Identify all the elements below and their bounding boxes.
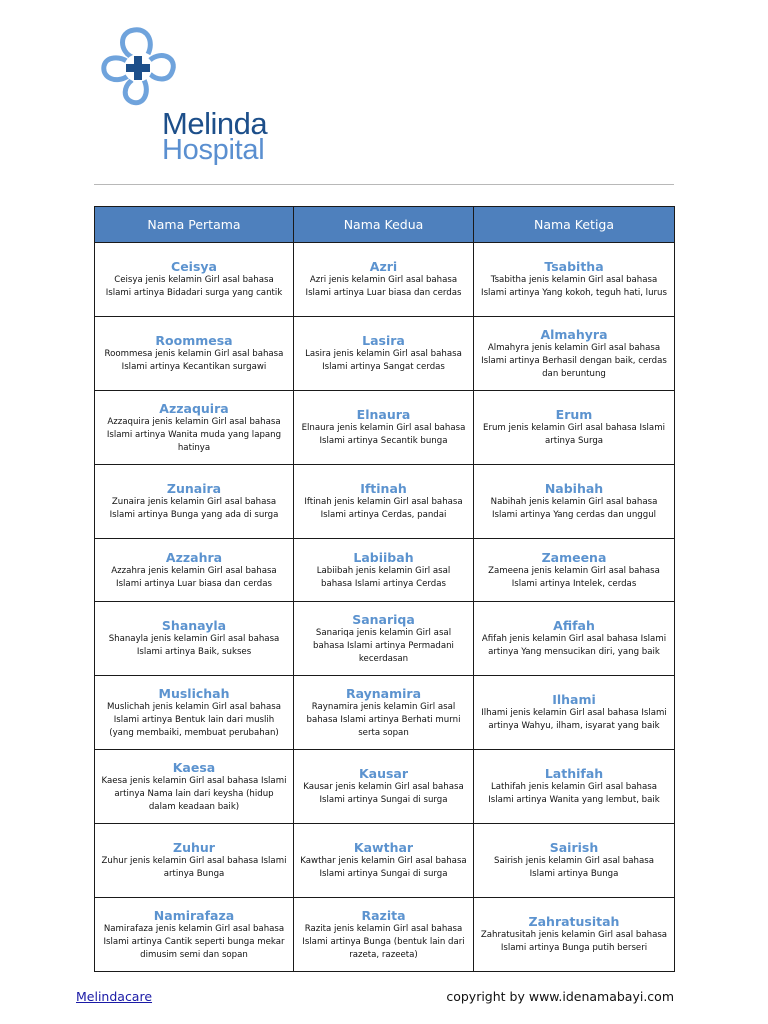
name-cell <box>474 317 675 391</box>
name-title: Sairish <box>549 840 599 855</box>
name-title: Erum <box>555 407 593 422</box>
name-description: Zuhur jenis kelamin Girl asal bahasa Islami artinya Bunga <box>101 856 287 879</box>
table-row <box>95 243 675 317</box>
name-cell <box>95 898 294 972</box>
name-title: Lathifah <box>544 766 604 781</box>
logo-text-hospital: Hospital <box>162 134 265 166</box>
name-title: Namirafaza <box>153 907 235 923</box>
name-cell <box>95 824 294 898</box>
name-description: Azri jenis kelamin Girl asal bahasa Islami artinya Luar biasa dan cerdas <box>305 275 462 298</box>
name-cell <box>95 465 294 539</box>
name-description: Azzaquira jenis kelamin Girl asal bahasa Islami artinya Wanita muda yang lapang hatinya <box>106 416 282 453</box>
name-description: Elnaura jenis kelamin Girl asal bahasa Islami artinya Secantik bunga <box>301 423 466 446</box>
name-title: Tsabitha <box>544 259 604 274</box>
name-description: Lathifah jenis kelamin Girl asal bahasa Islami artinya Wanita yang lembut, baik <box>488 782 660 805</box>
name-title: Nabihah <box>544 481 604 496</box>
name-title: Shanayla <box>161 618 227 633</box>
name-title: Sanariqa <box>352 611 415 627</box>
name-title: Ilhami <box>552 692 596 707</box>
table-row <box>95 391 675 465</box>
name-title: Azzahra <box>165 549 223 565</box>
name-description: Lasira jenis kelamin Girl asal bahasa Islami artinya Sangat cerdas <box>305 349 462 372</box>
table-header-row <box>95 207 675 243</box>
column-header-third: Nama Ketiga <box>474 207 675 243</box>
name-title: Zameena <box>541 549 607 565</box>
table-row <box>95 602 675 676</box>
baby-names-table <box>94 206 675 972</box>
name-description: Shanayla jenis kelamin Girl asal bahasa Islami artinya Baik, sukses <box>108 634 280 657</box>
name-cell <box>95 539 294 602</box>
name-description: Muslichah jenis kelamin Girl asal bahasa Islami artinya Bentuk lain dari muslih (yang membaiki, membuat perubahan) <box>106 701 281 738</box>
name-title: Kausar <box>358 766 409 781</box>
table-row <box>95 676 675 750</box>
name-title: Roommesa <box>155 333 233 348</box>
name-cell <box>95 243 294 317</box>
name-cell <box>294 602 474 676</box>
name-description: Kausar jenis kelamin Girl asal bahasa Islami artinya Sungai di surga <box>303 782 464 805</box>
name-cell <box>294 750 474 824</box>
name-cell <box>95 391 294 465</box>
hospital-logo <box>98 22 298 172</box>
name-description: Ilhami jenis kelamin Girl asal bahasa Islami artinya Wahyu, ilham, isyarat yang baik <box>481 708 667 731</box>
name-title: Raynamira <box>345 685 422 701</box>
table-row <box>95 317 675 391</box>
name-cell <box>294 676 474 750</box>
name-description: Zahratusitah jenis kelamin Girl asal bahasa Islami artinya Bunga putih berseri <box>480 930 668 953</box>
name-description: Kaesa jenis kelamin Girl asal bahasa Islami artinya Nama lain dari keysha (hidup dalam keadaan baik) <box>101 775 287 812</box>
name-cell <box>474 243 675 317</box>
name-description: Nabihah jenis kelamin Girl asal bahasa Islami artinya Yang cerdas dan unggul <box>490 497 658 520</box>
name-cell <box>474 391 675 465</box>
name-title: Iftinah <box>360 481 407 496</box>
name-cell <box>95 602 294 676</box>
name-title: Muslichah <box>158 685 230 701</box>
name-cell <box>95 750 294 824</box>
name-description: Sanariqa jenis kelamin Girl asal bahasa Islami artinya Permadani kecerdasan <box>313 627 454 664</box>
name-description: Razita jenis kelamin Girl asal bahasa Islami artinya Bunga (bentuk lain dari razeta, razeeta) <box>302 923 465 960</box>
name-description: Roommesa jenis kelamin Girl asal bahasa Islami artinya Kecantikan surgawi <box>104 349 284 372</box>
name-title: Zuhur <box>173 840 215 855</box>
name-cell <box>294 317 474 391</box>
name-cell <box>294 243 474 317</box>
name-title: Kaesa <box>172 759 216 775</box>
name-description: Azzahra jenis kelamin Girl asal bahasa Islami artinya Luar biasa dan cerdas <box>111 565 277 589</box>
name-description: Zunaira jenis kelamin Girl asal bahasa Islami artinya Bunga yang ada di surga <box>109 497 279 520</box>
table-row <box>95 824 675 898</box>
header-divider <box>94 184 674 185</box>
name-cell <box>474 465 675 539</box>
name-cell <box>294 539 474 602</box>
name-description: Tsabitha jenis kelamin Girl asal bahasa Islami artinya Yang kokoh, teguh hati, lurus <box>481 275 667 298</box>
name-title: Azri <box>369 259 398 274</box>
name-title: Azzaquira <box>159 400 229 416</box>
name-cell <box>474 602 675 676</box>
flower-cross-icon <box>98 22 178 112</box>
table-row <box>95 465 675 539</box>
name-description: Almahyra jenis kelamin Girl asal bahasa Islami artinya Berhasil dengan baik, cerdas dan beruntung <box>481 342 667 379</box>
name-cell <box>294 824 474 898</box>
name-title: Zahratusitah <box>528 914 620 929</box>
column-header-first: Nama Pertama <box>95 207 294 243</box>
name-title: Zunaira <box>166 481 222 496</box>
melindacare-link[interactable]: Melindacare <box>76 989 153 1004</box>
name-cell <box>294 391 474 465</box>
name-title: Razita <box>361 907 406 923</box>
name-description: Namirafaza jenis kelamin Girl asal bahasa Islami artinya Cantik seperti bunga mekar dimusim semi dan sopan <box>103 923 285 960</box>
name-title: Lasira <box>362 333 405 348</box>
name-cell <box>474 824 675 898</box>
logo-text-melinda: Melinda <box>162 106 268 141</box>
name-description: Ceisya jenis kelamin Girl asal bahasa Islami artinya Bidadari surga yang cantik <box>105 275 283 298</box>
name-cell <box>474 750 675 824</box>
name-title: Ceisya <box>171 259 217 274</box>
name-description: Raynamira jenis kelamin Girl asal bahasa Islami artinya Berhati murni serta sopan <box>306 701 461 738</box>
column-header-second: Nama Kedua <box>294 207 474 243</box>
name-title: Elnaura <box>356 407 411 422</box>
name-cell <box>294 465 474 539</box>
name-title: Afifah <box>553 618 595 633</box>
name-title: Labiibah <box>353 549 414 565</box>
name-cell <box>474 898 675 972</box>
table-row <box>95 898 675 972</box>
name-description: Iftinah jenis kelamin Girl asal bahasa Islami artinya Cerdas, pandai <box>304 497 463 520</box>
table-row <box>95 750 675 824</box>
name-title: Kawthar <box>353 840 414 855</box>
name-description: Kawthar jenis kelamin Girl asal bahasa Islami artinya Sungai di surga <box>300 856 467 879</box>
name-cell <box>95 317 294 391</box>
name-cell <box>474 676 675 750</box>
name-description: Labiibah jenis kelamin Girl asal bahasa Islami artinya Cerdas <box>316 565 451 589</box>
table-row <box>95 539 675 602</box>
name-cell <box>474 539 675 602</box>
name-cell <box>294 898 474 972</box>
name-cell <box>95 676 294 750</box>
name-description: Afifah jenis kelamin Girl asal bahasa Islami artinya Yang mensucikan diri, yang baik <box>481 634 667 657</box>
name-title: Almahyra <box>540 326 608 342</box>
name-description: Sairish jenis kelamin Girl asal bahasa Islami artinya Bunga <box>494 856 654 879</box>
copyright-text: copyright by www.idenamabayi.com <box>446 989 674 1004</box>
name-description: Zameena jenis kelamin Girl asal bahasa Islami artinya Intelek, cerdas <box>488 565 660 589</box>
name-description: Erum jenis kelamin Girl asal bahasa Islami artinya Surga <box>483 423 665 446</box>
